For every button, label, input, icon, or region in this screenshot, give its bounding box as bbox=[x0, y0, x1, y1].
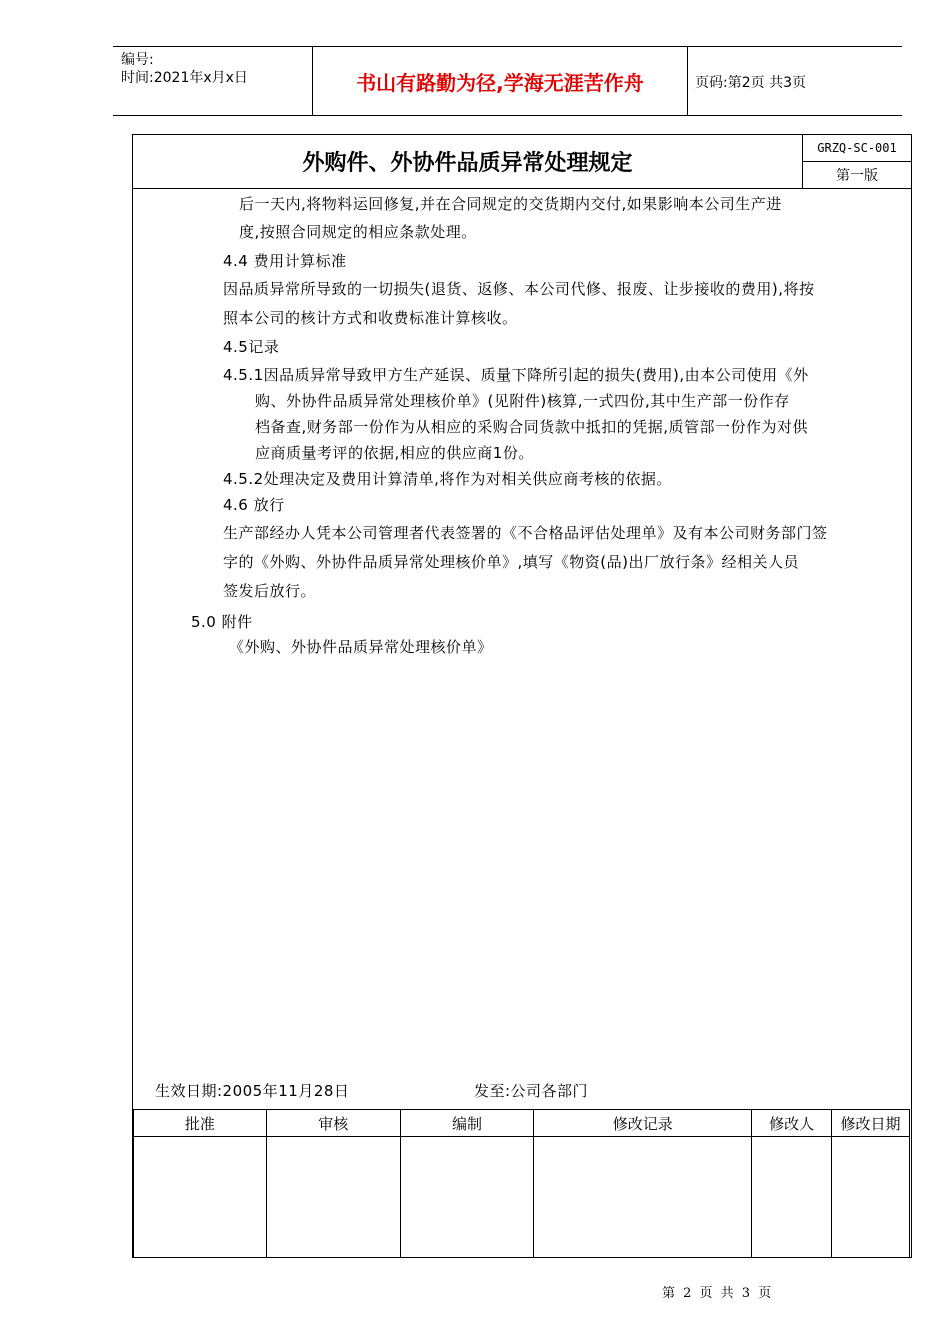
header-revision-date: 修改日期 bbox=[832, 1110, 910, 1137]
effective-date: 生效日期:2005年11月28日 bbox=[155, 1082, 350, 1100]
body-line: 应商质量考评的依据,相应的供应商1份。 bbox=[255, 444, 534, 462]
document-title: 外购件、外协件品质异常处理规定 bbox=[133, 135, 803, 189]
page-header bbox=[113, 46, 902, 116]
body-line: 度,按照合同规定的相应条款处理。 bbox=[239, 223, 477, 241]
document-code: GRZQ-SC-001 bbox=[803, 135, 911, 162]
sign-off-table bbox=[133, 1109, 910, 1258]
cell-revised-by bbox=[752, 1137, 832, 1258]
document-frame bbox=[132, 134, 912, 1258]
section-heading: 4.4 费用计算标准 bbox=[223, 252, 347, 270]
time-label: 时间:2021年x月x日 bbox=[121, 70, 248, 86]
body-line: 照本公司的核计方式和收费标准计算核收。 bbox=[223, 309, 518, 327]
body-line: 后一天内,将物料运回修复,并在合同规定的交货期内交付,如果影响本公司生产进 bbox=[239, 195, 782, 213]
header-prepare: 编制 bbox=[400, 1110, 534, 1137]
body-line: 4.5.1因品质异常导致甲方生产延误、质量下降所引起的损失(费用),由本公司使用《外 bbox=[223, 366, 809, 384]
cell-approve bbox=[134, 1137, 267, 1258]
header-approve: 批准 bbox=[134, 1110, 267, 1137]
document-version: 第一版 bbox=[803, 162, 911, 189]
attachment-item: 《外购、外协件品质异常处理核价单》 bbox=[229, 638, 493, 656]
cell-review bbox=[266, 1137, 400, 1258]
sign-off-header-row bbox=[134, 1110, 910, 1137]
page-label: 页码:第2页 共3页 bbox=[695, 75, 806, 91]
cell-revision-record bbox=[534, 1137, 752, 1258]
body-line: 因品质异常所导致的一切损失(退货、返修、本公司代修、报废、让步接收的费用),将按 bbox=[223, 280, 815, 298]
section-heading: 4.5记录 bbox=[223, 338, 280, 356]
body-line: 购、外协件品质异常处理核价单》(见附件)核算,一式四份,其中生产部一份作存 bbox=[255, 392, 790, 410]
header-meta bbox=[113, 47, 313, 115]
code-label: 编号: bbox=[121, 52, 154, 68]
section-heading: 5.0 附件 bbox=[191, 613, 253, 631]
cell-prepare bbox=[400, 1137, 534, 1258]
header-review: 审核 bbox=[266, 1110, 400, 1137]
sign-off-body-row bbox=[134, 1137, 910, 1258]
header-revision-record: 修改记录 bbox=[534, 1110, 752, 1137]
body-line: 生产部经办人凭本公司管理者代表签署的《不合格品评估处理单》及有本公司财务部门签 bbox=[223, 524, 828, 542]
page-footer: 第 2 页 共 3 页 bbox=[662, 1286, 774, 1301]
body-line: 签发后放行。 bbox=[223, 582, 317, 600]
body-line: 档备查,财务部一份作为从相应的采购合同货款中抵扣的凭据,质管部一份作为对供 bbox=[255, 418, 809, 436]
motto: 书山有路勤为径,学海无涯苦作舟 bbox=[313, 47, 688, 115]
section-heading: 4.6 放行 bbox=[223, 496, 285, 514]
body-line: 4.5.2处理决定及费用计算清单,将作为对相关供应商考核的依据。 bbox=[223, 470, 672, 488]
header-revised-by: 修改人 bbox=[752, 1110, 832, 1137]
body-line: 字的《外购、外协件品质异常处理核价单》,填写《物资(品)出厂放行条》经相关人员 bbox=[223, 553, 799, 571]
distribution: 发至:公司各部门 bbox=[474, 1082, 589, 1100]
cell-revision-date bbox=[832, 1137, 910, 1258]
